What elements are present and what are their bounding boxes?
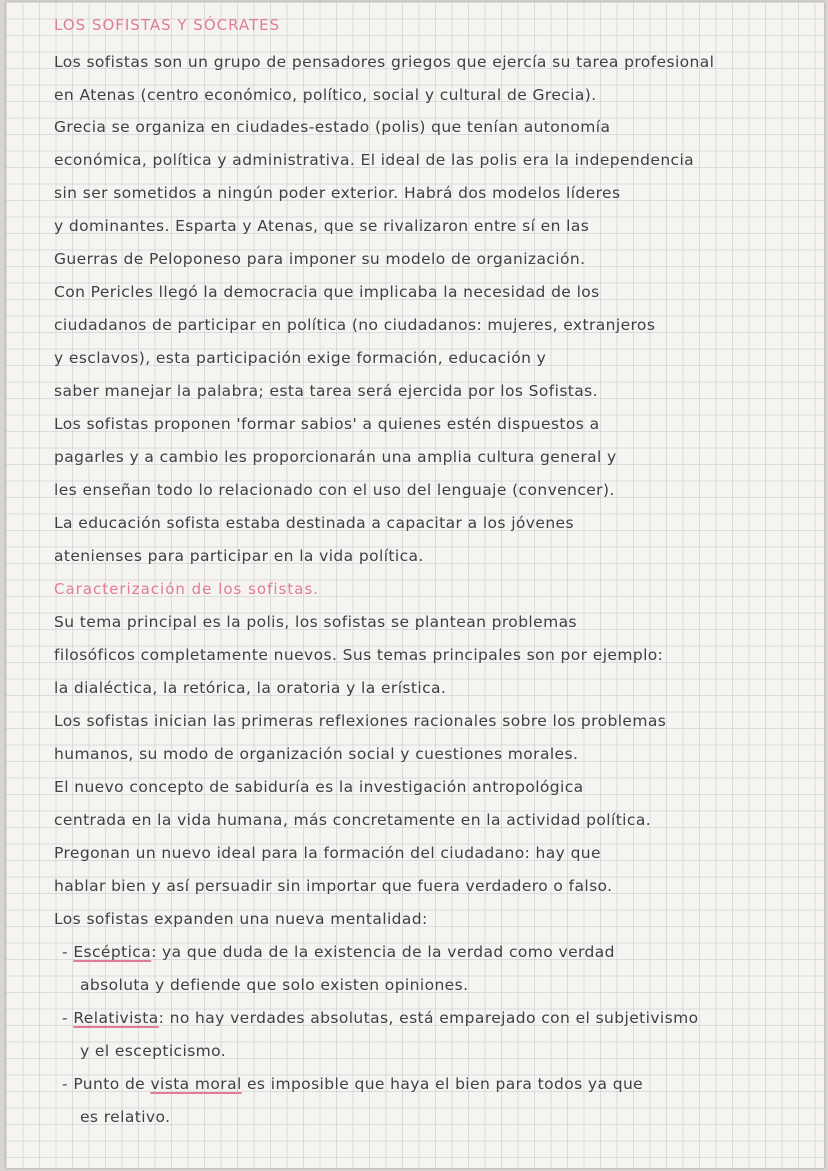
body-line: Los sofistas inician las primeras reflexiones racionales sobre los problemas bbox=[54, 712, 667, 730]
intro-line: La educación sofista estaba destinada a capacitar a los jóvenes bbox=[54, 514, 574, 532]
list-term: Escéptica bbox=[73, 943, 152, 961]
bullet-dash: - bbox=[62, 943, 68, 961]
intro-line: Los sofistas son un grupo de pensadores griegos que ejercía su tarea profesional bbox=[54, 53, 715, 71]
body-line: filosóficos completamente nuevos. Sus temas principales son por ejemplo: bbox=[54, 646, 664, 664]
list-text: : no hay verdades absolutas, está emparejado con el subjetivismo bbox=[158, 1009, 699, 1027]
intro-line: pagarles y a cambio les proporcionarán una amplia cultura general y bbox=[54, 448, 617, 466]
section-subtitle: Caracterización de los sofistas. bbox=[54, 580, 320, 598]
body-line: hablar bien y así persuadir sin importar que fuera verdadero o falso. bbox=[54, 877, 613, 895]
list-continuation: es relativo. bbox=[80, 1108, 171, 1126]
body-line: centrada en la vida humana, más concretamente en la actividad política. bbox=[54, 811, 652, 829]
body-line: Pregonan un nuevo ideal para la formación del ciudadano: hay que bbox=[54, 844, 601, 862]
intro-line: en Atenas (centro económico, político, social y cultural de Grecia). bbox=[54, 86, 597, 104]
intro-line: sin ser sometidos a ningún poder exterior. Habrá dos modelos líderes bbox=[54, 184, 621, 202]
body-line: El nuevo concepto de sabiduría es la investigación antropológica bbox=[54, 778, 584, 796]
intro-line: saber manejar la palabra; esta tarea será ejercida por los Sofistas. bbox=[54, 382, 598, 400]
list-term: Relativista bbox=[73, 1009, 159, 1027]
body-line: humanos, su modo de organización social y cuestiones morales. bbox=[54, 745, 579, 763]
intro-line: les enseñan todo lo relacionado con el uso del lenguaje (convencer). bbox=[54, 481, 615, 499]
intro-line: y esclavos), esta participación exige formación, educación y bbox=[54, 349, 547, 367]
bullet-dash: - bbox=[62, 1009, 68, 1027]
list-item-relativista bbox=[62, 1009, 698, 1027]
body-line: Los sofistas expanden una nueva mentalidad: bbox=[54, 910, 428, 928]
body-line: la dialéctica, la retórica, la oratoria y la erística. bbox=[54, 679, 447, 697]
intro-line: Guerras de Peloponeso para imponer su modelo de organización. bbox=[54, 250, 586, 268]
intro-line: y dominantes. Esparta y Atenas, que se rivalizaron entre sí en las bbox=[54, 217, 590, 235]
list-item-moral bbox=[62, 1075, 643, 1093]
notebook-page bbox=[6, 2, 824, 1168]
list-text: : ya que duda de la existencia de la verdad como verdad bbox=[151, 943, 615, 961]
page-title: LOS SOFISTAS Y SÓCRATES bbox=[54, 16, 281, 34]
list-text: es imposible que haya el bien para todos ya que bbox=[241, 1075, 644, 1093]
intro-line: atenienses para participar en la vida política. bbox=[54, 547, 424, 565]
body-line: Su tema principal es la polis, los sofistas se plantean problemas bbox=[54, 613, 577, 631]
intro-line: ciudadanos de participar en política (no ciudadanos: mujeres, extranjeros bbox=[54, 316, 656, 334]
intro-line: Con Pericles llegó la democracia que implicaba la necesidad de los bbox=[54, 283, 600, 301]
intro-line: económica, política y administrativa. El ideal de las polis era la independencia bbox=[54, 151, 695, 169]
intro-line: Los sofistas proponen 'formar sabios' a quienes estén dispuestos a bbox=[54, 415, 600, 433]
list-prefix: Punto de bbox=[73, 1075, 151, 1093]
bullet-dash: - bbox=[62, 1075, 68, 1093]
intro-line: Grecia se organiza en ciudades-estado (polis) que tenían autonomía bbox=[54, 118, 611, 136]
list-item-esceptica bbox=[62, 943, 615, 961]
list-continuation: y el escepticismo. bbox=[80, 1042, 227, 1060]
list-continuation: absoluta y defiende que solo existen opiniones. bbox=[80, 976, 469, 994]
list-term: vista moral bbox=[150, 1075, 242, 1093]
